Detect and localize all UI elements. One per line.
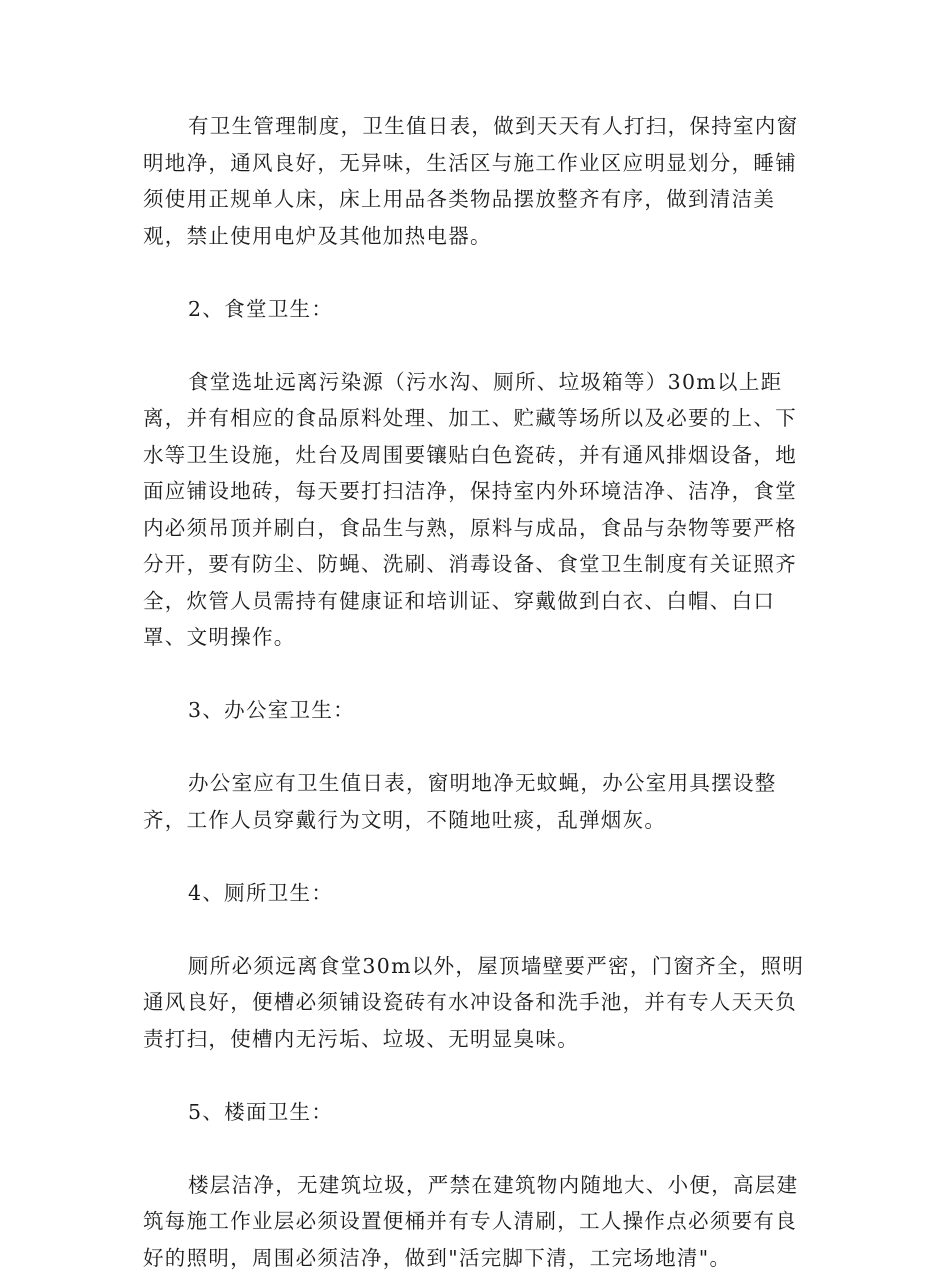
paragraph-gap xyxy=(143,254,813,291)
heading-toilet-hygiene: 4、厕所卫生： xyxy=(143,875,813,912)
paragraph-dormitory-hygiene: 有卫生管理制度，卫生值日表，做到天天有人打扫，保持室内窗明地净，通风良好，无异味，生活区与施工作业区应明显划分，睡铺须使用正规单人床，床上用品各类物品摆放整齐有序，做到清洁美观，禁止使用电炉及其他加热电器。 xyxy=(143,108,813,254)
paragraph-gap xyxy=(143,729,813,766)
paragraph-floor-hygiene: 楼层洁净，无建筑垃圾，严禁在建筑物内随地大、小便，高层建筑每施工作业层必须设置便桶并有专人清刷，工人操作点必须要有良好的照明，周围必须洁净，做到"活完脚下清，工完场地清"。 xyxy=(143,1167,813,1276)
heading-office-hygiene: 3、办公室卫生： xyxy=(143,692,813,729)
paragraph-office-hygiene: 办公室应有卫生值日表，窗明地净无蚊蝇，办公室用具摆设整齐，工作人员穿戴行为文明，不随地吐痰，乱弹烟灰。 xyxy=(143,765,813,838)
paragraph-toilet-hygiene: 厕所必须远离食堂30m以外，屋顶墙壁要严密，门窗齐全，照明通风良好，便槽必须铺设瓷砖有水冲设备和洗手池，并有专人天天负责打扫，使槽内无污垢、垃圾、无明显臭味。 xyxy=(143,948,813,1058)
paragraph-gap xyxy=(143,656,813,693)
paragraph-gap xyxy=(143,838,813,875)
heading-floor-hygiene: 5、楼面卫生： xyxy=(143,1094,813,1131)
paragraph-gap xyxy=(143,911,813,948)
paragraph-gap xyxy=(143,1130,813,1167)
heading-canteen-hygiene: 2、食堂卫生： xyxy=(143,291,813,328)
paragraph-canteen-hygiene: 食堂选址远离污染源（污水沟、厕所、垃圾箱等）30m以上距离，并有相应的食品原料处理、加工、贮藏等场所以及必要的上、下水等卫生设施，灶台及周围要镶贴白色瓷砖，并有通风排烟设备，地面应铺设地砖，每天要打扫洁净，保持室内外环境洁净、洁净，食堂内必须吊顶并刷白，食品生与熟，原料与成品，食品与杂物等要严格分开，要有防尘、防蝇、洗刷、消毒设备、食堂卫生制度有关证照齐全，炊管人员需持有健康证和培训证、穿戴做到白衣、白帽、白口罩、文明操作。 xyxy=(143,364,813,656)
paragraph-gap xyxy=(143,327,813,364)
document-body xyxy=(143,108,813,1276)
paragraph-gap xyxy=(143,1057,813,1094)
